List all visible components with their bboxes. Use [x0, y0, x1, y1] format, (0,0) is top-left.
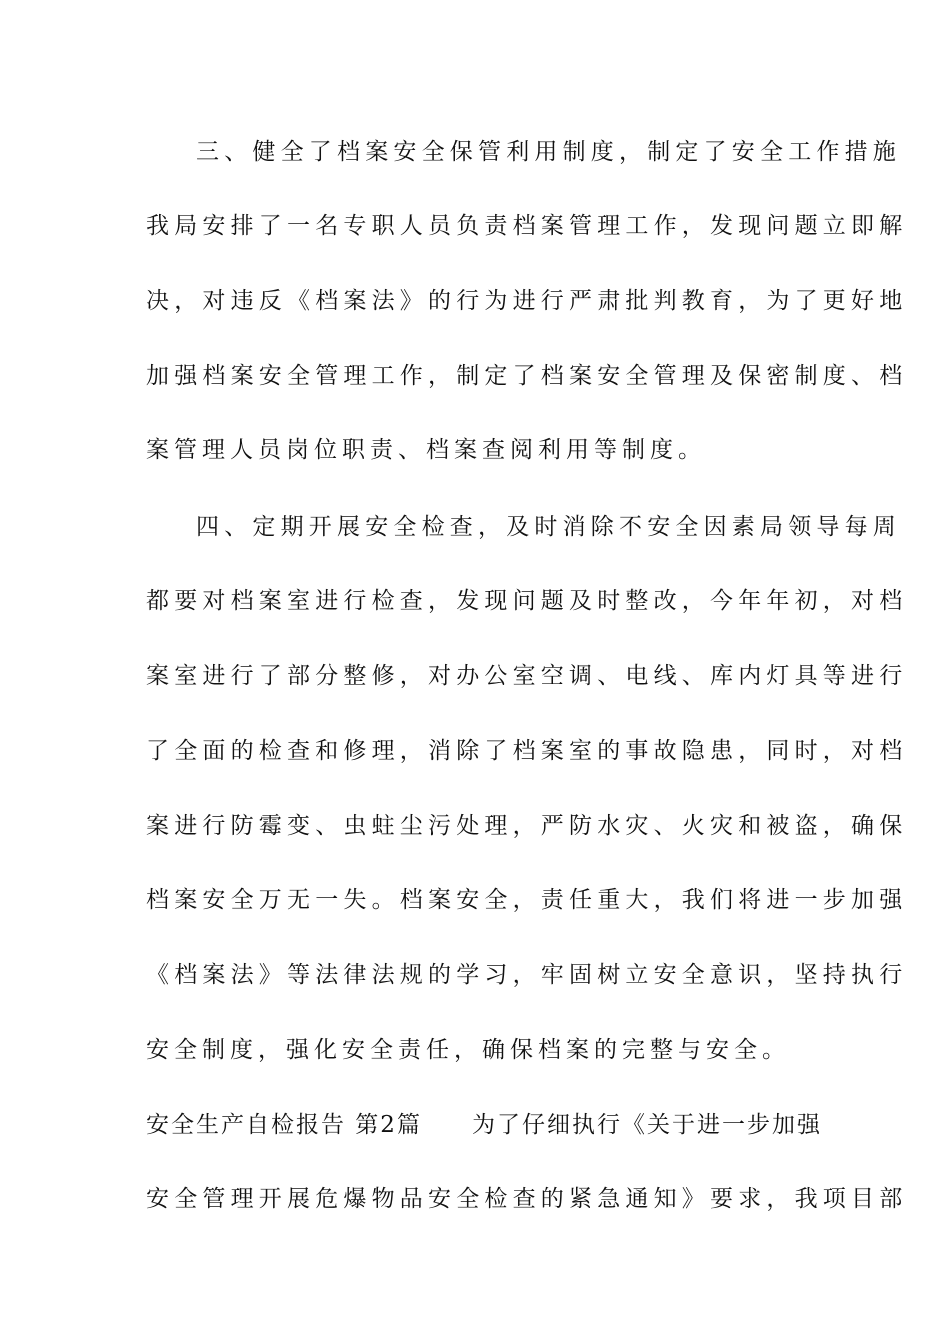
text-line: 四、定期开展安全检查，及时消除不安全因素局领导每周: [196, 514, 901, 540]
text-line: 档案安全万无一失。档案安全，责任重大，我们将进一步加强: [146, 887, 908, 913]
text-line: 案进行防霉变、虫蛀尘污处理，严防水灾、火灾和被盗，确保: [146, 813, 908, 839]
text-line: 安全制度，强化安全责任，确保档案的完整与安全。: [146, 1037, 790, 1063]
text-line: 我局安排了一名专职人员负责档案管理工作，发现问题立即解: [146, 213, 908, 239]
text-line: 加强档案安全管理工作，制定了档案安全管理及保密制度、档: [146, 363, 908, 389]
section-heading-line: 安全生产自检报告 第2篇 为了仔细执行《关于进一步加强: [146, 1112, 822, 1138]
text-line: 《档案法》等法律法规的学习，牢固树立安全意识，坚持执行: [146, 962, 908, 988]
text-line: 了全面的检查和修理，消除了档案室的事故隐患，同时，对档: [146, 738, 908, 764]
text-line: 决，对违反《档案法》的行为进行严肃批判教育，为了更好地: [146, 288, 908, 314]
text-line: 三、健全了档案安全保管利用制度，制定了安全工作措施: [196, 139, 901, 165]
text-line: 都要对档案室进行检查，发现问题及时整改，今年年初，对档: [146, 588, 908, 614]
text-line: 安全管理开展危爆物品安全检查的紧急通知》要求，我项目部: [146, 1186, 908, 1212]
text-line: 案管理人员岗位职责、档案查阅利用等制度。: [146, 437, 706, 463]
text-line: 案室进行了部分整修，对办公室空调、电线、库内灯具等进行: [146, 663, 908, 689]
